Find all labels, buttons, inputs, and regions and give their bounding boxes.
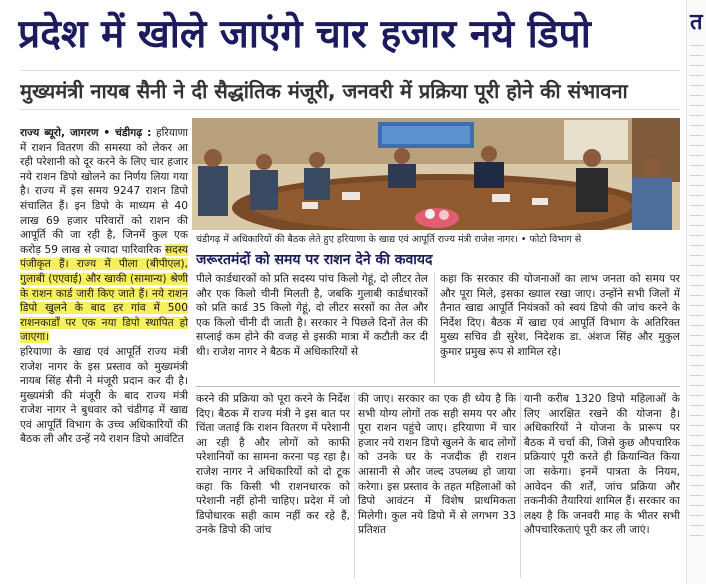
col1-paragraph-2: हरियाणा के खाद्य एवं आपूर्ति राज्य मंत्री राजेश नागर के इस प्रस्ताव को मुख्यमंत्री नायब सिंह सैनी ने मंजूरी प्रदान कर दी है। मुख्यमंत्री की मंजूरी के बाद राज्य मंत्री राजेश नागर ने बुधवार को चंडीगढ़ में खाद्य एवं आपूर्ति विभाग के उच्च अधिकारियों की बैठक ली और उन्हें नये राशन डिपो आवंटित [20,345,188,446]
subheadline: मुख्यमंत्री नायब सैनी ने दी सैद्धांतिक मंजूरी, जनवरी में प्रक्रिया पूरी होने की संभावना [20,70,680,110]
adjacent-headline-fragment: त [690,10,703,35]
section-heading: जरूरतमंदों को समय पर राशन देने की कवायद [196,252,433,268]
article-column-3: कहा कि सरकार की योजनाओं का लाभ जनता को समय पर और पूरा मिले, इसका ख्याल रखा जाए। उन्होंने सभी जिलों में तैनात खाद्य आपूर्ति नियंत्रकों को स्वयं डिपो की जांच करने के निर्देश दिए। बैठक में खाद्य एवं आपूर्ति विभाग के अतिरिक्त मुख्य सचिव डी सुरेश, निदेशक डा. अंशज सिंह और मुकुल कुमार प्रमुख रूप से शामिल रहे। [440,273,680,358]
article-column-2: पीले कार्डधारकों को प्रति सदस्य पांच किलो गेहूं, दो लीटर तेल और एक किलो चीनी मिलती है, जबकि गुलाबी कार्डधारकों को प्रति कार्ड 35 किलो गेहूं, दो लीटर सरसों का तेल और एक किलो चीनी दी जाती है। सरकार ने पिछले दिनों तेल की सप्लाई कम होने की वजह से इसकी मात्रा में कटौती कर दी थी। राजेश नागर ने बैठक में अधिकारियों से [196,273,428,358]
horizontal-divider [196,386,680,387]
col1-highlighted-text: सदस्य पंजीकृत हैं। राज्य में पीला (बीपीएल), गुलाबी (एएवाई) और खाकी (सामान्य) श्रेणी के राशन कार्ड जारी किए जाते हैं। नये राशन डिपो खुलने के बाद हर गांव में 500 राशनकार्डों पर एक नया डिपो स्थापित हो जाएगा। [20,243,188,344]
column-divider [354,392,355,578]
meeting-photo-illustration [192,118,680,230]
col1-paragraph-1: हरियाणा में राशन वितरण की समस्या को लेकर आ रही परेशानी को दूर करने के लिए चार हजार नये राशन डिपो खोलने का निर्णय लिया गया है। राज्य में इस समय 9247 राशन डिपो संचालित हैं। इन डिपो के माध्यम से 40 लाख 69 हजार परिवारों को राशन की आपूर्ति की जा रही है, जिनमें कुल एक करोड़ 59 लाख से ज्यादा पारिवारिक [20,127,188,256]
article-column-6: यानी करीब 1320 डिपो महिलाओं के लिए आरक्षित रखने की योजना है। अधिकारियों ने योजना के प्रारूप पर बैठक में चर्चा की, जिसे कुछ औपचारिक प्रक्रियाएं पूरी करते ही क्रियान्वित किया जा सकेगा। इनमें पात्रता के नियम, आवेदन की शर्तें, जांच प्रक्रिया और तकनीकी तैयारियां शामिल हैं। सरकार का लक्ष्य है कि जनवरी माह के भीतर सभी औपचारिकताएं पूरी कर ली जाएं। [524,393,680,537]
article-column-5: की जाए। सरकार का एक ही ध्येय है कि सभी योग्य लोगों तक सही समय पर और पूरा राशन पहुंचे जाए। हरियाणा में चार हजार नये राशन डिपो खुलने के बाद लोगों को उनके घर के नजदीक ही राशन आसानी से और जल्द उपलब्ध हो जाया करेगा। इस प्रस्ताव के तहत महिलाओं को डिपो आवंटन में विशेष प्राथमिकता मिलेगी। कुल नये डिपो में से लगभग 33 प्रतिशत [358,393,516,537]
article-column-4: करने की प्रक्रिया को पूरा करने के निर्देश दिए। बैठक में राज्य मंत्री ने इस बात पर चिंता जताई कि राशन वितरण में परेशानी आ रही है और लोगों को काफी परेशानियों का सामना करना पड़ रहा है। राजेश नागर ने अधिकारियों को दो टूक कहा कि किसी भी राशनधारक को परेशानी नहीं होनी चाहिए। प्रदेश में जो डिपोधारक सही काम नहीं कर रहे हैं, उनके डिपो की जांच [196,393,350,537]
column-divider [434,272,435,384]
article-column-1 [20,126,188,578]
adjacent-article-strip [686,0,706,584]
headline: प्रदेश में खोले जाएंगे चार हजार नये डिपो [18,12,591,57]
dateline: राज्य ब्यूरो, जागरण • चंडीगढ़ : [20,127,152,139]
meeting-photo [192,118,680,230]
photo-caption: चंडीगढ़ में अधिकारियों की बैठक लेते हुए हरियाणा के खाद्य एवं आपूर्ति राज्य मंत्री राजेश नागर। • फोटो विभाग से [196,234,582,245]
column-divider [520,392,521,578]
